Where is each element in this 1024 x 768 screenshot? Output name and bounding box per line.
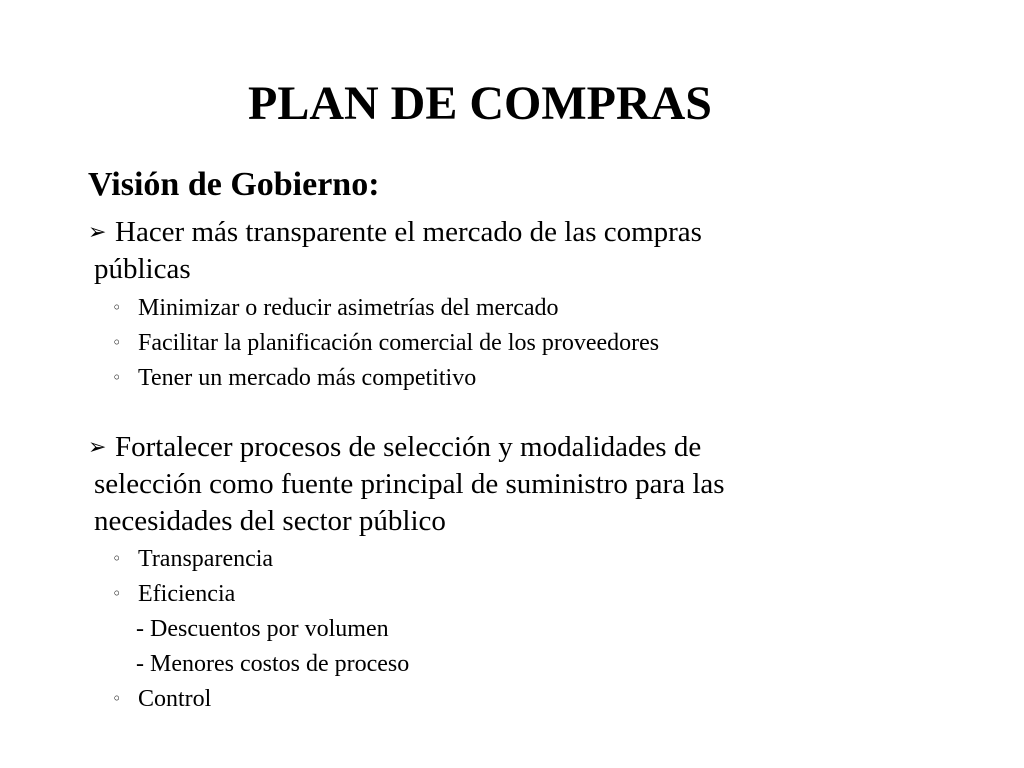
bullet-text-line2: selección como fuente principal de suministro para las	[94, 468, 725, 500]
sub-item-text: Control	[138, 686, 212, 712]
sub-item-text: Tener un mercado más competitivo	[138, 365, 477, 391]
slide-subtitle: Visión de Gobierno:	[88, 166, 380, 203]
sub-item-text: Minimizar o reducir asimetrías del mercado	[138, 295, 559, 321]
bullet-text-line2: públicas	[94, 253, 191, 285]
ring-bullet-icon: ◦	[112, 298, 122, 317]
ring-bullet-icon: ◦	[112, 368, 122, 387]
sub-item	[112, 684, 211, 714]
detail-item: - Descuentos por volumen	[136, 616, 389, 642]
ring-bullet-icon: ◦	[112, 333, 122, 352]
bullet-text-line1: Hacer más transparente el mercado de las compras	[115, 216, 702, 248]
sub-item	[112, 328, 659, 358]
detail-item: - Menores costos de proceso	[136, 651, 410, 677]
ring-bullet-icon: ◦	[112, 584, 122, 603]
bullet-point-selection	[88, 429, 878, 540]
bullet-point-transparency	[88, 214, 878, 288]
slide-title: PLAN DE COMPRAS	[248, 77, 712, 130]
sub-item	[112, 363, 476, 393]
ring-bullet-icon: ◦	[112, 549, 122, 568]
sub-item	[112, 293, 559, 323]
sub-item	[112, 579, 235, 609]
bullet-text-line1: Fortalecer procesos de selección y modalidades de	[115, 431, 702, 463]
sub-item-text: Eficiencia	[138, 581, 236, 607]
arrow-bullet-icon: ➢	[88, 220, 107, 245]
sub-item-text: Transparencia	[138, 546, 274, 572]
bullet-text-line3: necesidades del sector público	[94, 505, 446, 537]
sub-item-text: Facilitar la planificación comercial de los proveedores	[138, 330, 660, 356]
sub-item	[112, 544, 273, 574]
arrow-bullet-icon: ➢	[88, 435, 107, 460]
ring-bullet-icon: ◦	[112, 689, 122, 708]
